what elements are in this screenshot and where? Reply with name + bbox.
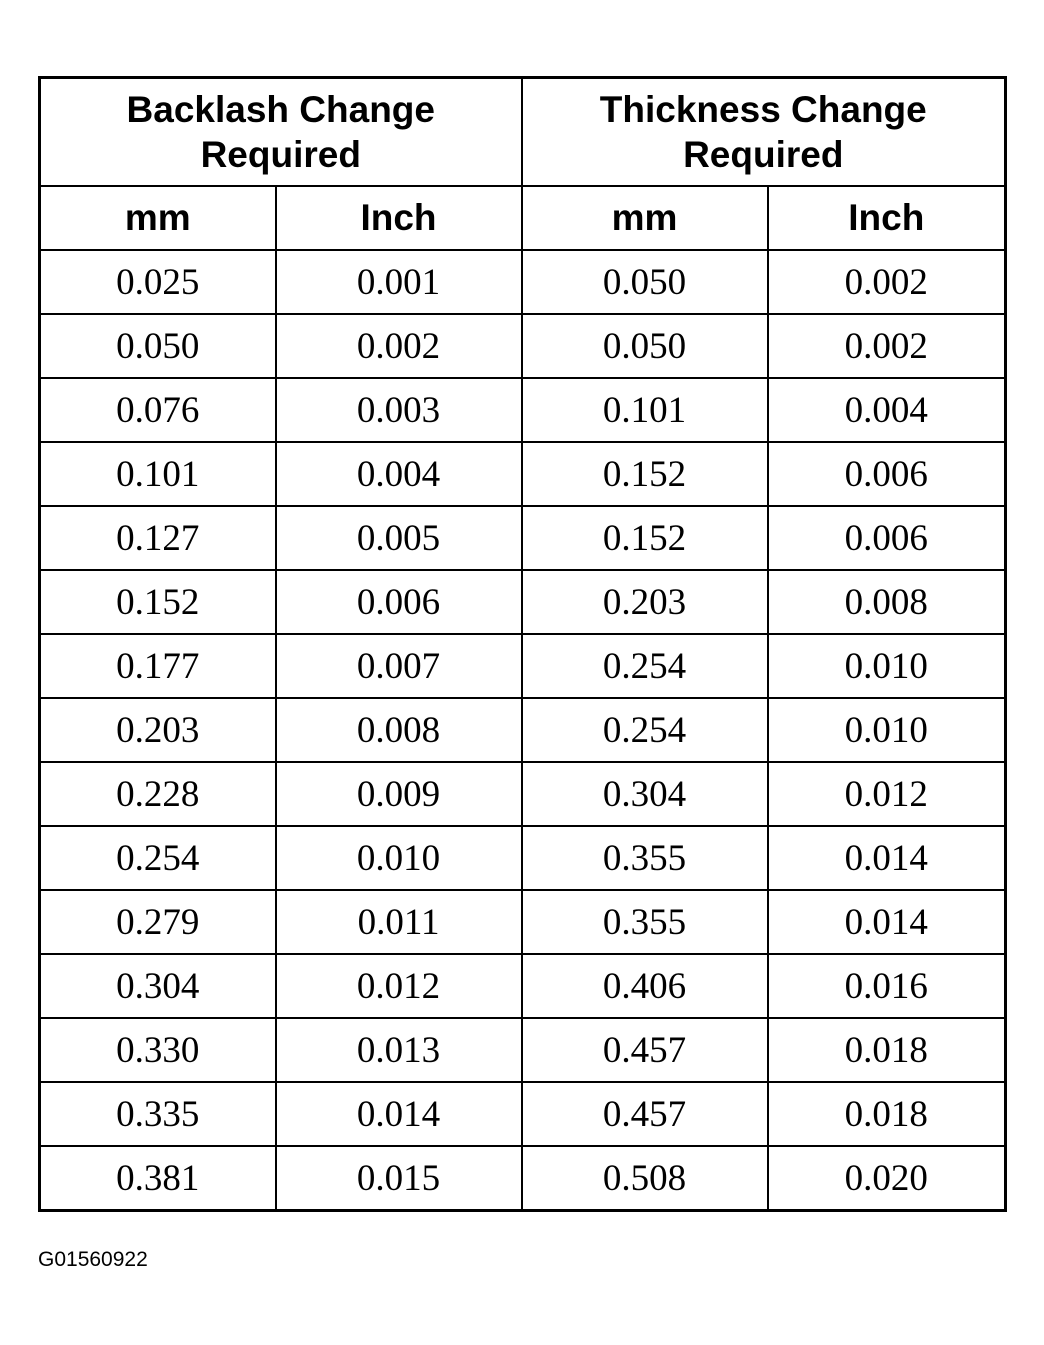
thickness-mm-cell: 0.050	[522, 250, 768, 314]
unit-header-thickness-inch: Inch	[768, 186, 1006, 250]
table-row	[40, 954, 1006, 1018]
backlash-mm-cell: 0.076	[40, 378, 276, 442]
backlash-mm-cell: 0.330	[40, 1018, 276, 1082]
thickness-inch-cell: 0.018	[768, 1082, 1006, 1146]
backlash-inch-cell: 0.004	[276, 442, 522, 506]
backlash-inch-cell: 0.013	[276, 1018, 522, 1082]
backlash-mm-cell: 0.101	[40, 442, 276, 506]
thickness-mm-cell: 0.050	[522, 314, 768, 378]
backlash-inch-cell: 0.015	[276, 1146, 522, 1211]
thickness-inch-cell: 0.014	[768, 890, 1006, 954]
thickness-mm-cell: 0.457	[522, 1082, 768, 1146]
backlash-mm-cell: 0.152	[40, 570, 276, 634]
group-header-row	[40, 78, 1006, 187]
table-row	[40, 698, 1006, 762]
group-header-line: Required	[683, 134, 844, 175]
thickness-inch-cell: 0.006	[768, 442, 1006, 506]
thickness-inch-cell: 0.008	[768, 570, 1006, 634]
thickness-mm-cell: 0.304	[522, 762, 768, 826]
thickness-inch-cell: 0.018	[768, 1018, 1006, 1082]
thickness-inch-cell: 0.020	[768, 1146, 1006, 1211]
backlash-inch-cell: 0.002	[276, 314, 522, 378]
unit-header-row	[40, 186, 1006, 250]
group-header-line: Thickness Change	[599, 89, 927, 130]
unit-header-backlash-inch: Inch	[276, 186, 522, 250]
group-header-backlash	[40, 78, 522, 187]
thickness-inch-cell: 0.010	[768, 634, 1006, 698]
table-row	[40, 826, 1006, 890]
backlash-mm-cell: 0.177	[40, 634, 276, 698]
backlash-mm-cell: 0.050	[40, 314, 276, 378]
backlash-inch-cell: 0.005	[276, 506, 522, 570]
thickness-mm-cell: 0.152	[522, 506, 768, 570]
backlash-inch-cell: 0.006	[276, 570, 522, 634]
backlash-mm-cell: 0.025	[40, 250, 276, 314]
thickness-mm-cell: 0.203	[522, 570, 768, 634]
backlash-mm-cell: 0.203	[40, 698, 276, 762]
figure-id: G01560922	[38, 1248, 148, 1271]
backlash-mm-cell: 0.228	[40, 762, 276, 826]
backlash-inch-cell: 0.003	[276, 378, 522, 442]
backlash-inch-cell: 0.007	[276, 634, 522, 698]
thickness-mm-cell: 0.101	[522, 378, 768, 442]
backlash-inch-cell: 0.014	[276, 1082, 522, 1146]
thickness-inch-cell: 0.014	[768, 826, 1006, 890]
backlash-inch-cell: 0.012	[276, 954, 522, 1018]
table-row	[40, 378, 1006, 442]
thickness-inch-cell: 0.010	[768, 698, 1006, 762]
backlash-inch-cell: 0.001	[276, 250, 522, 314]
backlash-mm-cell: 0.335	[40, 1082, 276, 1146]
unit-header-backlash-mm: mm	[40, 186, 276, 250]
thickness-inch-cell: 0.012	[768, 762, 1006, 826]
table-row	[40, 442, 1006, 506]
group-header-line: Backlash Change	[126, 89, 435, 130]
backlash-inch-cell: 0.011	[276, 890, 522, 954]
table-row	[40, 570, 1006, 634]
table-body	[40, 250, 1006, 1211]
table-row	[40, 314, 1006, 378]
backlash-mm-cell: 0.304	[40, 954, 276, 1018]
table-row	[40, 762, 1006, 826]
table-row	[40, 634, 1006, 698]
table-row	[40, 1146, 1006, 1211]
thickness-mm-cell: 0.406	[522, 954, 768, 1018]
backlash-inch-cell: 0.009	[276, 762, 522, 826]
thickness-mm-cell: 0.254	[522, 634, 768, 698]
thickness-inch-cell: 0.004	[768, 378, 1006, 442]
thickness-inch-cell: 0.002	[768, 314, 1006, 378]
backlash-inch-cell: 0.008	[276, 698, 522, 762]
unit-header-thickness-mm: mm	[522, 186, 768, 250]
backlash-mm-cell: 0.279	[40, 890, 276, 954]
thickness-mm-cell: 0.355	[522, 826, 768, 890]
thickness-inch-cell: 0.002	[768, 250, 1006, 314]
thickness-mm-cell: 0.152	[522, 442, 768, 506]
group-header-line: Required	[200, 134, 361, 175]
backlash-thickness-table	[38, 76, 1007, 1212]
group-header-thickness	[522, 78, 1006, 187]
thickness-mm-cell: 0.508	[522, 1146, 768, 1211]
backlash-inch-cell: 0.010	[276, 826, 522, 890]
thickness-mm-cell: 0.457	[522, 1018, 768, 1082]
thickness-inch-cell: 0.006	[768, 506, 1006, 570]
backlash-mm-cell: 0.127	[40, 506, 276, 570]
table-row	[40, 890, 1006, 954]
table-row	[40, 506, 1006, 570]
table-row	[40, 250, 1006, 314]
thickness-mm-cell: 0.254	[522, 698, 768, 762]
thickness-inch-cell: 0.016	[768, 954, 1006, 1018]
table-row	[40, 1018, 1006, 1082]
backlash-mm-cell: 0.381	[40, 1146, 276, 1211]
table-row	[40, 1082, 1006, 1146]
backlash-mm-cell: 0.254	[40, 826, 276, 890]
thickness-mm-cell: 0.355	[522, 890, 768, 954]
